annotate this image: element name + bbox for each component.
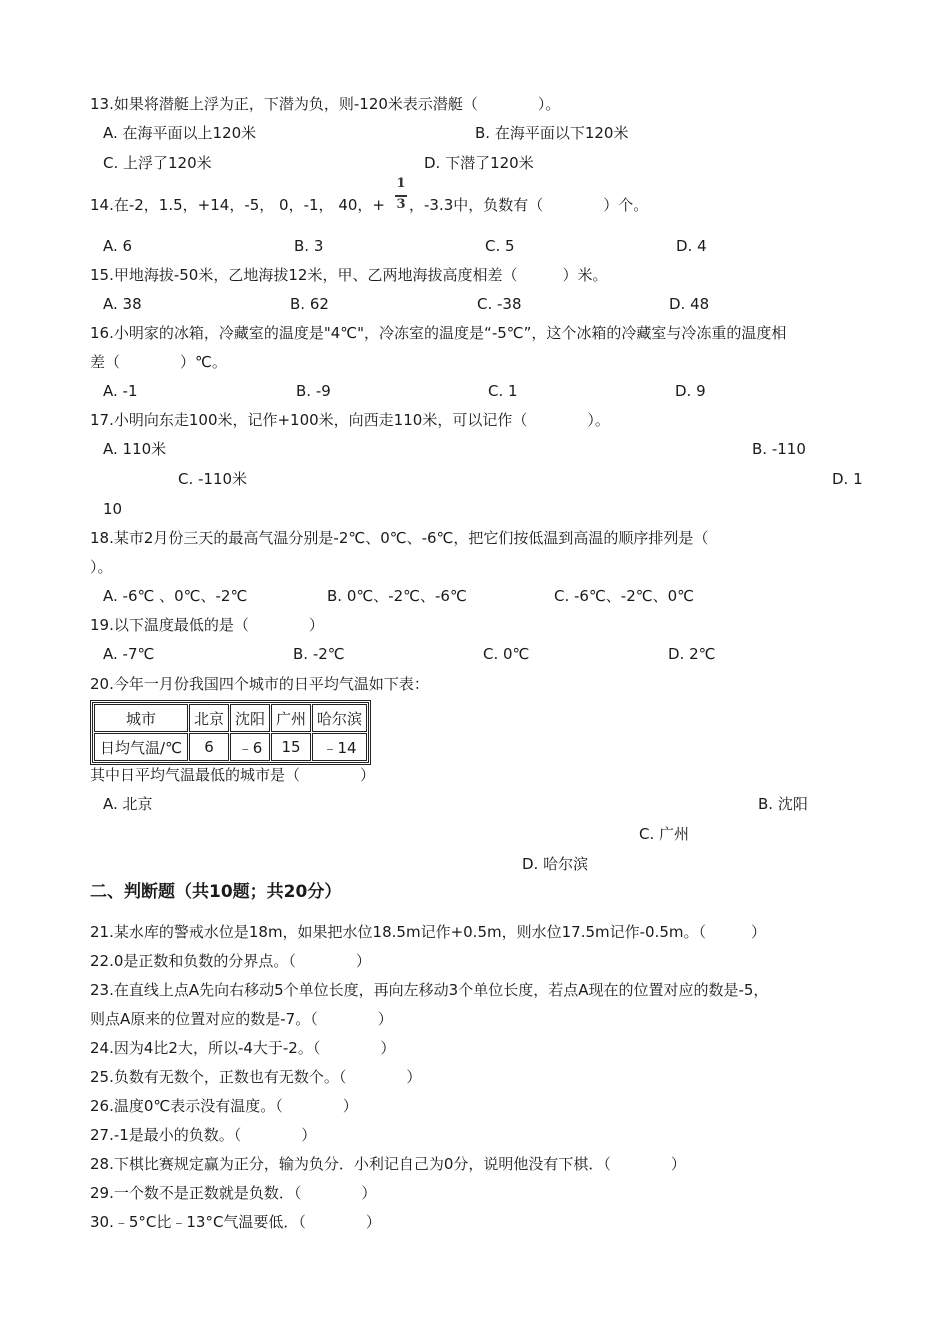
table-cell: 日均气温/℃ bbox=[94, 733, 188, 761]
q17-option-a[interactable]: A. 110米 bbox=[103, 440, 167, 458]
q25-statement: 25.负数有无数个，正数也有无数个。（ ） bbox=[90, 1068, 422, 1086]
q17-option-b[interactable]: B. -110 bbox=[752, 440, 806, 458]
table-cell: 城市 bbox=[94, 704, 188, 732]
q14-stem-before: 14.在-2，1.5，+14，-5， 0，-1， 40，+ bbox=[90, 196, 385, 214]
q17-option-c[interactable]: C. -110米 bbox=[178, 470, 248, 488]
q18-stem-line2: ）。 bbox=[90, 558, 113, 576]
q19-option-c[interactable]: C. 0℃ bbox=[483, 645, 530, 663]
q18-option-c[interactable]: C. -6℃、-2℃、0℃ bbox=[554, 587, 695, 605]
table-cell: ﹣14 bbox=[312, 733, 367, 761]
q15-option-c[interactable]: C. -38 bbox=[477, 295, 522, 313]
q20-stem: 20.今年一月份我国四个城市的日平均气温如下表： bbox=[90, 675, 429, 693]
q19-option-a[interactable]: A. -7℃ bbox=[103, 645, 155, 663]
q18-option-a[interactable]: A. -6℃ 、0℃、-2℃ bbox=[103, 587, 248, 605]
table-row bbox=[94, 704, 367, 732]
q23-statement-line2: 则点A原来的位置对应的数是-7。（ ） bbox=[90, 1010, 393, 1028]
q15-option-b[interactable]: B. 62 bbox=[290, 295, 329, 313]
q22-statement: 22.0是正数和负数的分界点。（ ） bbox=[90, 952, 371, 970]
q14-option-c[interactable]: C. 5 bbox=[485, 237, 515, 255]
q14-option-b[interactable]: B. 3 bbox=[294, 237, 324, 255]
q16-stem-line1: 16.小明家的冰箱，冷藏室的温度是"4℃"，冷冻室的温度是“-5℃”，这个冰箱的冷藏室与冷冻重的温度相 bbox=[90, 324, 787, 342]
q16-stem-line2: 差（ ）℃。 bbox=[90, 353, 227, 371]
table-cell: 6 bbox=[189, 733, 229, 761]
q18-option-b[interactable]: B. 0℃、-2℃、-6℃ bbox=[327, 587, 467, 605]
q20-option-c[interactable]: C. 广州 bbox=[639, 825, 690, 843]
q20-option-a[interactable]: A. 北京 bbox=[103, 795, 153, 813]
q14-fraction-numerator: 1 bbox=[396, 176, 406, 191]
q17-option-d-continued: 10 bbox=[103, 500, 123, 518]
q16-option-b[interactable]: B. -9 bbox=[296, 382, 331, 400]
q19-option-b[interactable]: B. -2℃ bbox=[293, 645, 345, 663]
temperature-table bbox=[90, 700, 371, 765]
q17-option-d[interactable]: D. 1 bbox=[832, 470, 863, 488]
q17-stem: 17.小明向东走100米，记作+100米，向西走110米，可以记作（ ）。 bbox=[90, 411, 610, 429]
q20-option-d[interactable]: D. 哈尔滨 bbox=[522, 855, 589, 873]
q16-option-a[interactable]: A. -1 bbox=[103, 382, 138, 400]
q13-option-b[interactable]: B. 在海平面以下120米 bbox=[475, 124, 629, 142]
q18-stem-line1: 18.某市2月份三天的最高气温分别是-2℃、0℃、-6℃，把它们按低温到高温的顺序排列是（ bbox=[90, 529, 709, 547]
table-cell: 15 bbox=[271, 733, 311, 761]
table-cell: 哈尔滨 bbox=[312, 704, 367, 732]
q28-statement: 28.下棋比赛规定赢为正分，输为负分．小利记自己为0分，说明他没有下棋．（ ） bbox=[90, 1155, 686, 1173]
q30-statement: 30.﹣5°C比﹣13°C气温要低．（ ） bbox=[90, 1213, 381, 1231]
table-cell: 北京 bbox=[189, 704, 229, 732]
table-row bbox=[94, 733, 367, 761]
q13-option-a[interactable]: A. 在海平面以上120米 bbox=[103, 124, 257, 142]
q15-option-d[interactable]: D. 48 bbox=[669, 295, 710, 313]
table-cell: 沈阳 bbox=[230, 704, 270, 732]
q26-statement: 26.温度0℃表示没有温度。（ ） bbox=[90, 1097, 358, 1115]
q20-question: 其中日平均气温最低的城市是（ ） bbox=[90, 766, 376, 784]
q19-stem: 19.以下温度最低的是（ ） bbox=[90, 616, 324, 634]
q21-statement: 21.某水库的警戒水位是18m，如果把水位18.5m记作+0.5m，则水位17.5m记作-0.5m。（ ） bbox=[90, 923, 766, 941]
q16-option-d[interactable]: D. 9 bbox=[675, 382, 706, 400]
q27-statement: 27.-1是最小的负数。（ ） bbox=[90, 1126, 317, 1144]
q13-option-c[interactable]: C. 上浮了120米 bbox=[103, 154, 212, 172]
q13-stem: 13.如果将潜艇上浮为正，下潜为负，则-120米表示潜艇（ ）。 bbox=[90, 95, 561, 113]
q19-option-d[interactable]: D. 2℃ bbox=[668, 645, 716, 663]
q14-option-d[interactable]: D. 4 bbox=[676, 237, 707, 255]
q16-option-c[interactable]: C. 1 bbox=[488, 382, 518, 400]
q24-statement: 24.因为4比2大，所以-4大于-2。（ ） bbox=[90, 1039, 396, 1057]
q20-option-b[interactable]: B. 沈阳 bbox=[758, 795, 808, 813]
q29-statement: 29.一个数不是正数就是负数．（ ） bbox=[90, 1184, 377, 1202]
table-cell: 广州 bbox=[271, 704, 311, 732]
table-cell: ﹣6 bbox=[230, 733, 270, 761]
q15-stem: 15.甲地海拔-50米，乙地海拔12米，甲、乙两地海拔高度相差（ ）米。 bbox=[90, 266, 608, 284]
q14-fraction-denominator: 3 bbox=[396, 197, 406, 212]
q14-stem-after: ，-3.3中，负数有（ ）个。 bbox=[409, 196, 649, 214]
q13-option-d[interactable]: D. 下潜了120米 bbox=[424, 154, 534, 172]
q23-statement-line1: 23.在直线上点A先向右移动5个单位长度，再向左移动3个单位长度，若点A现在的位置对应的数是-5， bbox=[90, 981, 769, 999]
q14-option-a[interactable]: A. 6 bbox=[103, 237, 133, 255]
section-heading: 二、判断题（共10题；共20分） bbox=[90, 882, 342, 902]
q15-option-a[interactable]: A. 38 bbox=[103, 295, 142, 313]
